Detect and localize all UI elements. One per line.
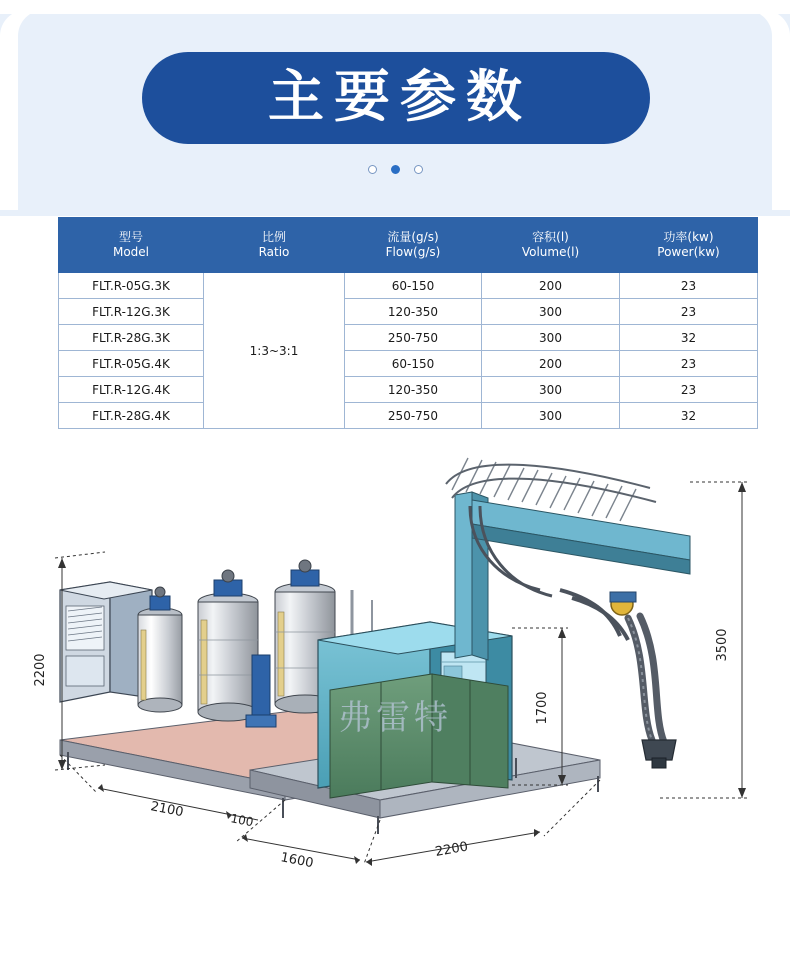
cell-model: FLT.R-12G.3K — [59, 299, 204, 325]
table-header-row — [59, 218, 758, 273]
dim-2100: 2100 — [149, 799, 185, 821]
cell-flow: 250-750 — [345, 403, 482, 429]
cell-power: 23 — [620, 351, 758, 377]
table-row — [59, 273, 758, 299]
cell-model: FLT.R-28G.4K — [59, 403, 204, 429]
cell-power: 32 — [620, 403, 758, 429]
tank-group — [138, 560, 335, 721]
column-header-power-cn: 功率(kw) — [663, 230, 714, 244]
table-row — [59, 403, 758, 429]
dim-2200-left: 2200 — [33, 653, 48, 687]
table-row — [59, 351, 758, 377]
parameters-table — [58, 217, 758, 429]
cell-ratio: 1:3~3:1 — [204, 273, 345, 429]
column-header-ratio — [204, 218, 345, 273]
column-header-volume-en: Volume(l) — [521, 245, 580, 259]
cell-power: 23 — [620, 273, 758, 299]
cell-model: FLT.R-05G.3K — [59, 273, 204, 299]
column-header-flow — [345, 218, 482, 273]
column-header-model-en: Model — [112, 245, 150, 259]
cell-flow: 250-750 — [345, 325, 482, 351]
cell-model: FLT.R-05G.4K — [59, 351, 204, 377]
carousel-dot-2[interactable] — [391, 165, 400, 174]
cell-flow: 60-150 — [345, 273, 482, 299]
cell-flow: 120-350 — [345, 299, 482, 325]
cell-volume: 300 — [482, 325, 620, 351]
column-header-power-en: Power(kw) — [657, 245, 720, 259]
dim-1600: 1600 — [279, 850, 315, 872]
cell-volume: 200 — [482, 351, 620, 377]
cell-volume: 300 — [482, 403, 620, 429]
column-header-power — [620, 218, 758, 273]
machine-diagram — [0, 440, 790, 940]
cell-volume: 300 — [482, 299, 620, 325]
column-header-ratio-cn: 比例 — [261, 230, 286, 244]
table-row — [59, 377, 758, 403]
column-header-volume-cn: 容积(l) — [532, 230, 569, 244]
cell-model: FLT.R-28G.3K — [59, 325, 204, 351]
table-row — [59, 325, 758, 351]
table-row — [59, 299, 758, 325]
page-title-pill — [142, 52, 650, 144]
column-header-flow-cn: 流量(g/s) — [387, 230, 439, 244]
dim-1700-inner: 1700 — [535, 691, 550, 725]
cell-flow: 120-350 — [345, 377, 482, 403]
dim-100: 100 — [229, 811, 255, 830]
cell-flow: 60-150 — [345, 351, 482, 377]
cell-power: 23 — [620, 299, 758, 325]
carousel-dot-1[interactable] — [368, 165, 377, 174]
cell-model: FLT.R-12G.4K — [59, 377, 204, 403]
parameters-table-wrapper — [58, 217, 732, 429]
cell-volume: 300 — [482, 377, 620, 403]
column-header-flow-en: Flow(g/s) — [385, 245, 441, 259]
carousel-dot-3[interactable] — [414, 165, 423, 174]
cell-power: 23 — [620, 377, 758, 403]
column-header-model-cn: 型号 — [118, 230, 143, 244]
cell-volume: 200 — [482, 273, 620, 299]
cell-power: 32 — [620, 325, 758, 351]
column-header-volume — [482, 218, 620, 273]
carousel-dots[interactable] — [0, 165, 790, 174]
page-title: 主要参数 — [268, 65, 532, 130]
column-header-ratio-en: Ratio — [258, 245, 290, 259]
column-header-model — [59, 218, 204, 273]
dim-3500-right: 3500 — [715, 628, 730, 662]
dim-2200-bottom: 2200 — [434, 839, 470, 860]
watermark-text: 弗雷特 — [338, 698, 452, 738]
